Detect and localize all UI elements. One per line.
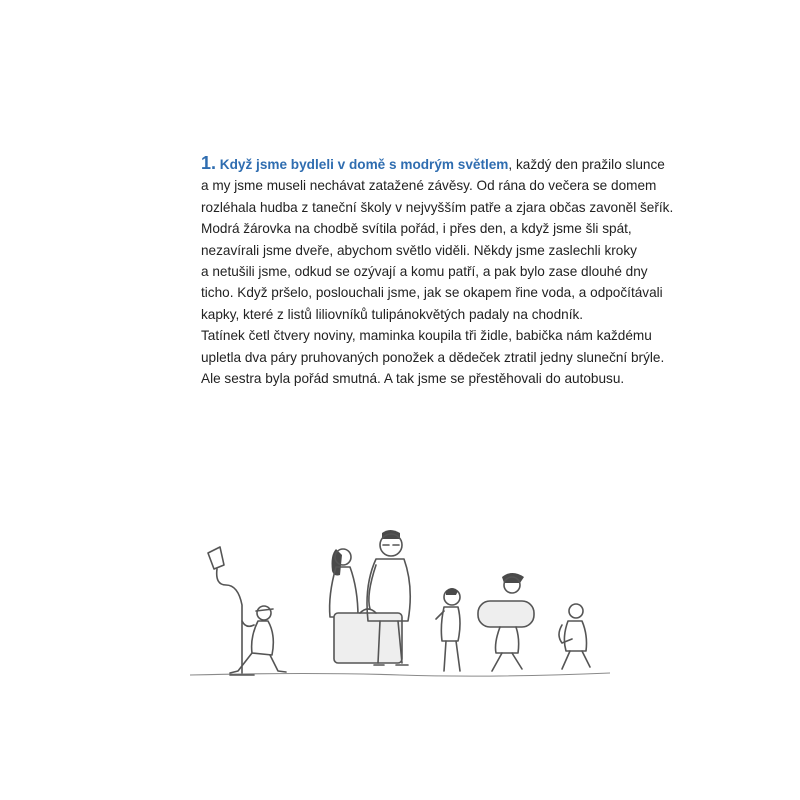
toddler-figure [559, 604, 590, 669]
man-with-lamp-figure [208, 547, 286, 675]
girl-skirt [496, 627, 519, 653]
paragraph-line: a my jsme museli nechávat zatažené závěsy. Od rána do večera se domem [201, 178, 657, 194]
text-line-1 [201, 153, 681, 175]
chapter-heading: Když jsme bydleli v domě s modrým světlem [219, 157, 509, 172]
paragraph-line: Modrá žárovka na chodbě svítila pořád, i přes den, a když jsme šli spát, [201, 221, 632, 237]
child-body [441, 607, 460, 641]
woman-dress [330, 567, 358, 617]
paragraph-line: Tatínek četl čtvery noviny, maminka koupila tři židle, babička nám každému [201, 328, 652, 344]
chapter-text [201, 153, 681, 389]
toddler-body [564, 621, 586, 651]
man-arm [242, 621, 254, 626]
lamp-pole [217, 569, 242, 673]
paragraph-line: nezavírali jsme dveře, abychom světlo viděli. Někdy jsme zaslechli kroky [201, 242, 637, 258]
paragraph-line: a netušili jsme, odkud se ozývají a komu patří, a pak bylo zase dlouhé dny [201, 264, 648, 280]
toddler-head [569, 604, 583, 618]
chapter-number: 1. [201, 153, 217, 173]
child-figure [436, 588, 460, 671]
paragraph-line: ticho. Když pršelo, poslouchali jsme, jak se okapem řine voda, a odpočítávali [201, 285, 663, 301]
paragraph-line: rozléhala hudba z taneční školy v nejvyšším patře a zjara občas zavoněl šeřík. [201, 199, 674, 215]
paragraph-line: kapky, které z listů liliovníků tulipánokvětých padaly na chodník. [201, 306, 584, 322]
toddler-legs [562, 651, 590, 669]
sketch-canvas [190, 525, 610, 685]
man-head [257, 606, 271, 620]
father-arm [369, 565, 376, 609]
paragraph-line: , každý den pražilo slunce [508, 157, 665, 172]
man-body [252, 621, 274, 655]
paragraph-line: Ale sestra byla pořád smutná. A tak jsme se přestěhovali do autobusu. [201, 371, 625, 387]
child-legs [444, 641, 460, 671]
girl-with-roll-figure [478, 573, 534, 671]
girl-legs [492, 653, 522, 671]
paragraph-line: upletla dva páry pruhovaných ponožek a dědeček ztratil jedny sluneční brýle. [201, 349, 665, 365]
rolled-mat [478, 601, 534, 627]
lamp-shade [208, 547, 224, 569]
man-legs [230, 653, 286, 673]
child-hair [446, 588, 458, 595]
family-moving-sketch [190, 525, 610, 685]
